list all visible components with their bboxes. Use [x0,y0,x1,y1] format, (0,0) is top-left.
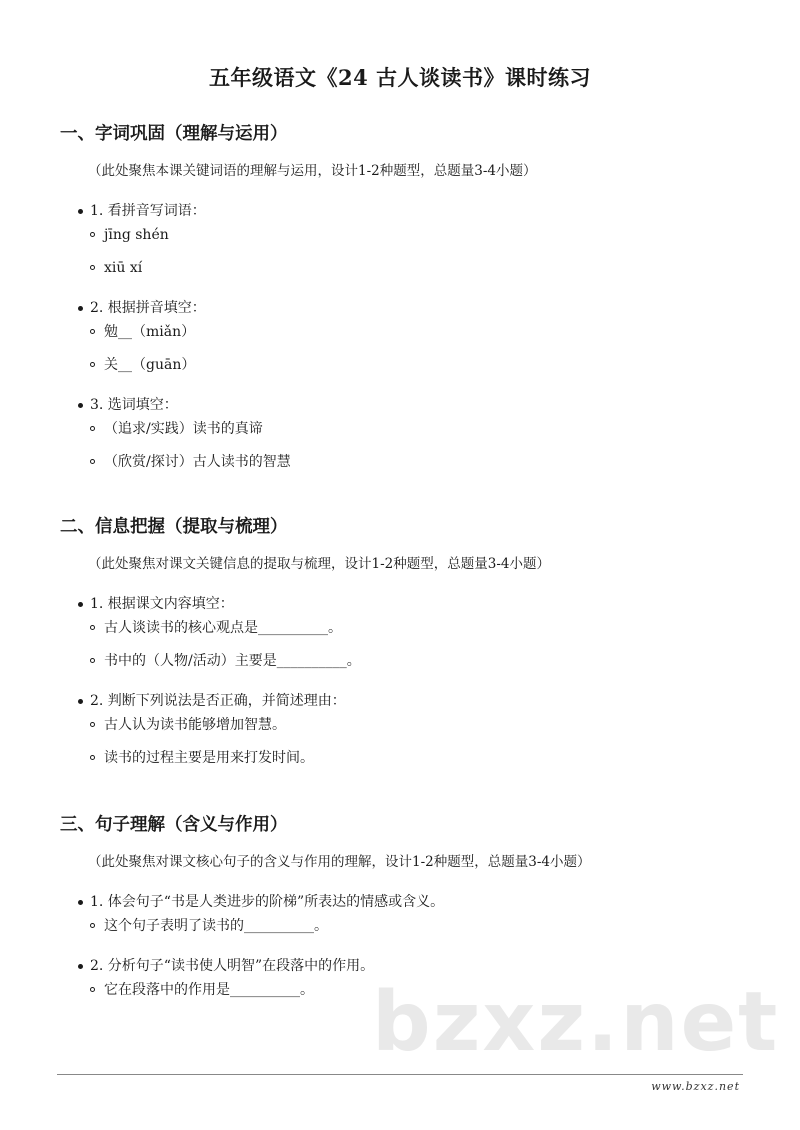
sub-item-text: 古人认为读书能够增加智慧。 [104,717,286,733]
question-item [60,691,760,768]
question-item [60,201,760,278]
bullet-dot-icon [78,964,83,969]
sub-item-list [78,916,760,936]
bullet-dot-icon [78,403,83,408]
sub-item [90,651,760,671]
bullet-circle-icon [90,722,95,727]
section-vocabulary [60,122,760,472]
bullet-dot-icon [78,602,83,607]
sub-item [90,225,760,245]
sub-item [90,916,760,936]
sub-item [90,258,760,278]
sub-item-text: 勉__（miǎn） [104,324,196,340]
sub-item-list [78,715,760,768]
bullet-circle-icon [90,987,95,992]
bullet-circle-icon [90,625,95,630]
sub-item [90,748,760,768]
bullet-circle-icon [90,329,95,334]
sub-item-list [78,322,760,375]
bullet-circle-icon [90,265,95,270]
sub-item-text: （追求/实践）读书的真谛 [104,421,263,437]
watermark: bzxz.net [372,975,780,1070]
section-heading: 三、句子理解（含义与作用） [60,815,288,835]
sub-item-text: 关__（guān） [104,357,196,373]
question-list [60,201,760,472]
question-text: 1. 根据课文内容填空： [90,596,234,612]
question-text: 1. 看拼音写词语： [90,203,206,219]
section-heading: 一、字词巩固（理解与运用） [60,124,288,144]
bullet-dot-icon [78,699,83,704]
section-heading: 二、信息把握（提取与梳理） [60,517,288,537]
sub-item-text: xiū xí [104,260,143,276]
section-sentence [60,813,760,1000]
sub-item [90,618,760,638]
sub-item [90,322,760,342]
bullet-dot-icon [78,306,83,311]
sub-item [90,355,760,375]
bullet-circle-icon [90,658,95,663]
bullet-circle-icon [90,459,95,464]
sub-item [90,419,760,439]
sub-item-text: 读书的过程主要是用来打发时间。 [104,750,314,766]
sub-item-text: 古人谈读书的核心观点是__________。 [104,620,342,636]
sub-item-list [78,618,760,671]
sub-item-text: 书中的（人物/活动）主要是__________。 [104,653,361,669]
question-text: 2. 根据拼音填空： [90,300,206,316]
question-item [60,298,760,375]
question-text: 1. 体会句子“书是人类进步的阶梯”所表达的情感或含义。 [90,894,445,910]
section-note: （此处聚焦对课文核心句子的含义与作用的理解，设计1-2种题型，总题量3-4小题） [88,854,591,870]
sub-item [90,452,760,472]
footer-url: www.bzxz.net [651,1080,740,1093]
question-item [60,594,760,671]
sub-item-text: （欣赏/探讨）古人读书的智慧 [104,454,291,470]
bullet-dot-icon [78,900,83,905]
question-text: 2. 分析句子“读书使人明智”在段落中的作用。 [90,958,375,974]
bullet-circle-icon [90,426,95,431]
sub-item [90,715,760,735]
question-list [60,594,760,768]
section-information [60,515,760,768]
sub-item-list [78,419,760,472]
question-item [60,892,760,936]
footer-divider [57,1074,743,1075]
bullet-circle-icon [90,923,95,928]
bullet-dot-icon [78,209,83,214]
sub-item-text: 这个句子表明了读书的__________。 [104,918,328,934]
section-note: （此处聚焦对课文关键信息的提取与梳理，设计1-2种题型，总题量3-4小题） [88,556,550,572]
sub-item-text: 它在段落中的作用是__________。 [104,982,314,998]
question-text: 2. 判断下列说法是否正确，并简述理由： [90,693,346,709]
section-note: （此处聚焦本课关键词语的理解与运用，设计1-2种题型，总题量3-4小题） [88,163,537,179]
question-text: 3. 选词填空： [90,397,178,413]
bullet-circle-icon [90,362,95,367]
sub-item-list [78,225,760,278]
sub-item-text: jīng shén [104,227,169,243]
document-title: 五年级语文《24 古人谈读书》课时练习 [208,65,592,90]
question-item [60,395,760,472]
bullet-circle-icon [90,755,95,760]
bullet-circle-icon [90,232,95,237]
